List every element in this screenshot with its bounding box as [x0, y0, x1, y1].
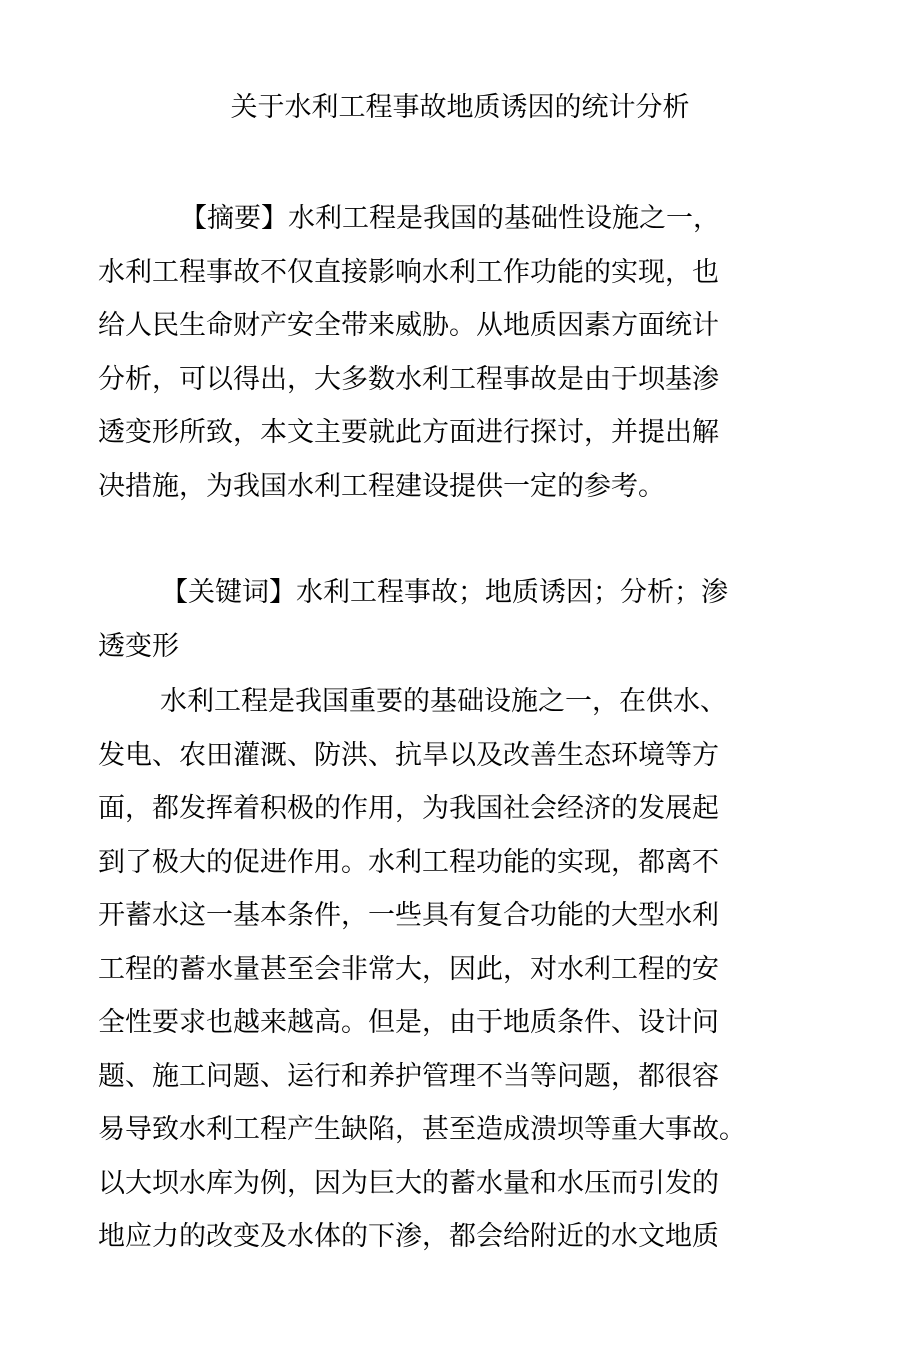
body-line: 开蓄水这一基本条件，一些具有复合功能的大型水利: [98, 900, 719, 931]
abstract-line: 给人民生命财产安全带来威胁。从地质因素方面统计: [98, 310, 719, 341]
body-line: 面，都发挥着积极的作用，为我国社会经济的发展起: [98, 793, 719, 824]
body-line: 地应力的改变及水体的下渗，都会给附近的水文地质: [98, 1221, 719, 1252]
abstract-line: 水利工程事故不仅直接影响水利工作功能的实现，也: [98, 256, 719, 288]
body-line: 到了极大的促进作用。水利工程功能的实现，都离不: [98, 846, 719, 878]
body-line: 易导致水利工程产生缺陷，甚至造成溃坝等重大事故。: [98, 1114, 746, 1145]
body-line: 工程的蓄水量甚至会非常大，因此，对水利工程的安: [98, 953, 719, 985]
body-line: 全性要求也越来越高。但是，由于地质条件、设计问: [98, 1007, 719, 1038]
body-line: 题、施工问题、运行和养护管理不当等问题，都很容: [98, 1060, 719, 1092]
abstract-line: 【摘要】水利工程是我国的基础性设施之一，: [180, 203, 720, 234]
keywords-section: [98, 566, 798, 673]
body-line: 以大坝水库为例，因为巨大的蓄水量和水压而引发的: [98, 1167, 719, 1199]
abstract-line: 透变形所致，本文主要就此方面进行探讨，并提出解: [98, 417, 719, 448]
keywords-line: 透变形: [98, 630, 179, 662]
keywords-line: 【关键词】水利工程事故；地质诱因；分析；渗: [161, 577, 728, 608]
abstract-section: [98, 192, 798, 513]
body-line: 水利工程是我国重要的基础设施之一，在供水、: [160, 686, 727, 717]
abstract-line: 决措施，为我国水利工程建设提供一定的参考。: [98, 470, 665, 502]
abstract-line: 分析，可以得出，大多数水利工程事故是由于坝基渗: [98, 363, 719, 395]
body-line: 发电、农田灌溉、防洪、抗旱以及改善生态环境等方: [98, 739, 719, 771]
body-section: [98, 675, 798, 1264]
document-title: 关于水利工程事故地质诱因的统计分析: [230, 92, 690, 123]
